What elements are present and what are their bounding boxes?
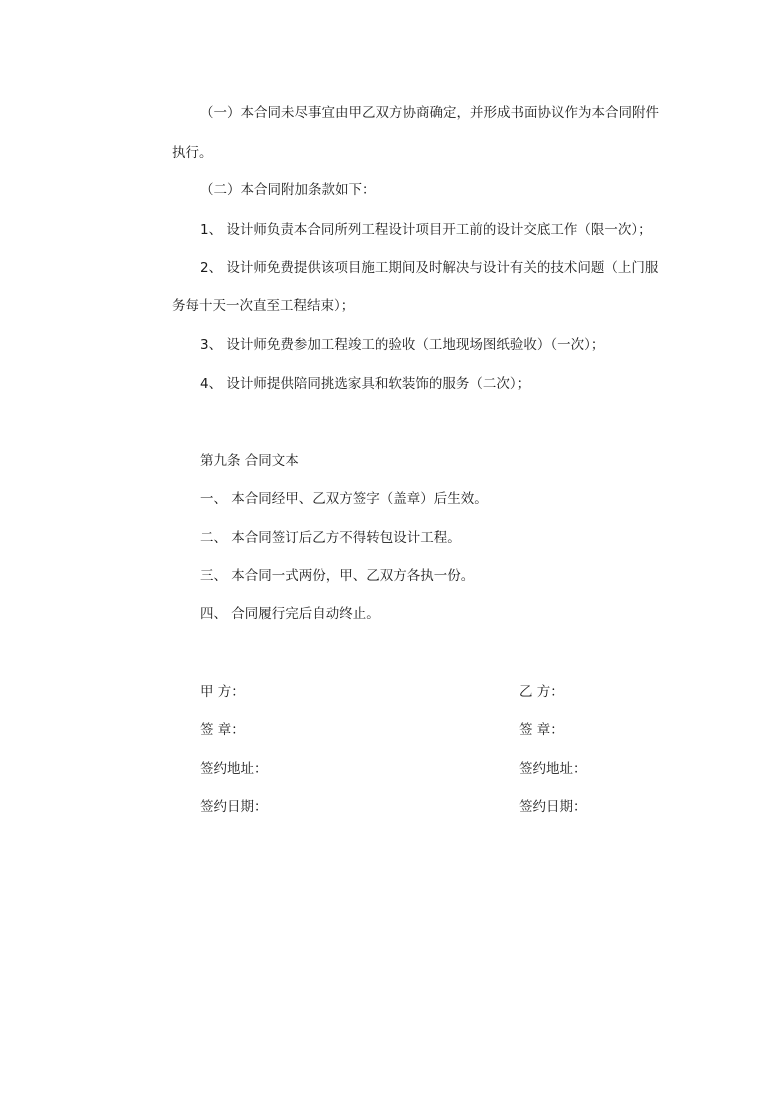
party-b-address-label: 签约地址： xyxy=(519,761,587,777)
supplement-item-1-line-1: （一）本合同未尽事宜由甲乙双方协商确定，并形成书面协议作为本合同附件 xyxy=(200,105,659,121)
party-b-name-label: 乙 方： xyxy=(519,684,564,700)
party-a-date-label: 签约日期： xyxy=(200,799,268,815)
clause-4: 4、 设计师提供陪同挑选家具和软装饰的服务（二次）； xyxy=(200,376,531,392)
party-b-seal-label: 签 章： xyxy=(519,722,564,738)
party-b-date-label: 签约日期： xyxy=(519,799,587,815)
article-9-title: 第九条 合同文本 xyxy=(200,453,299,469)
supplement-item-2-intro: （二）本合同附加条款如下： xyxy=(200,182,376,198)
article-9-item-3: 三、 本合同一式两份，甲、乙双方各执一份。 xyxy=(200,568,475,584)
party-a-seal-label: 签 章： xyxy=(200,722,245,738)
article-9-item-4: 四、 合同履行完后自动终止。 xyxy=(200,606,380,622)
clause-1: 1、 设计师负责本合同所列工程设计项目开工前的设计交底工作（限一次）； xyxy=(200,222,652,238)
article-9-item-2: 二、 本合同签订后乙方不得转包设计工程。 xyxy=(200,530,461,546)
party-a-name-label: 甲 方： xyxy=(200,684,245,700)
clause-2-line-2: 务每十天一次直至工程结束）； xyxy=(172,298,355,314)
article-9-item-1: 一、 本合同经甲、乙双方签字（盖章）后生效。 xyxy=(200,491,488,507)
clause-3: 3、 设计师免费参加工程竣工的验收（工地现场图纸验收）（一次）； xyxy=(200,337,605,353)
clause-2-line-1: 2、 设计师免费提供该项目施工期间及时解决与设计有关的技术问题（上门服 xyxy=(200,260,659,276)
supplement-item-1-line-2: 执行。 xyxy=(172,145,213,161)
party-a-address-label: 签约地址： xyxy=(200,761,268,777)
